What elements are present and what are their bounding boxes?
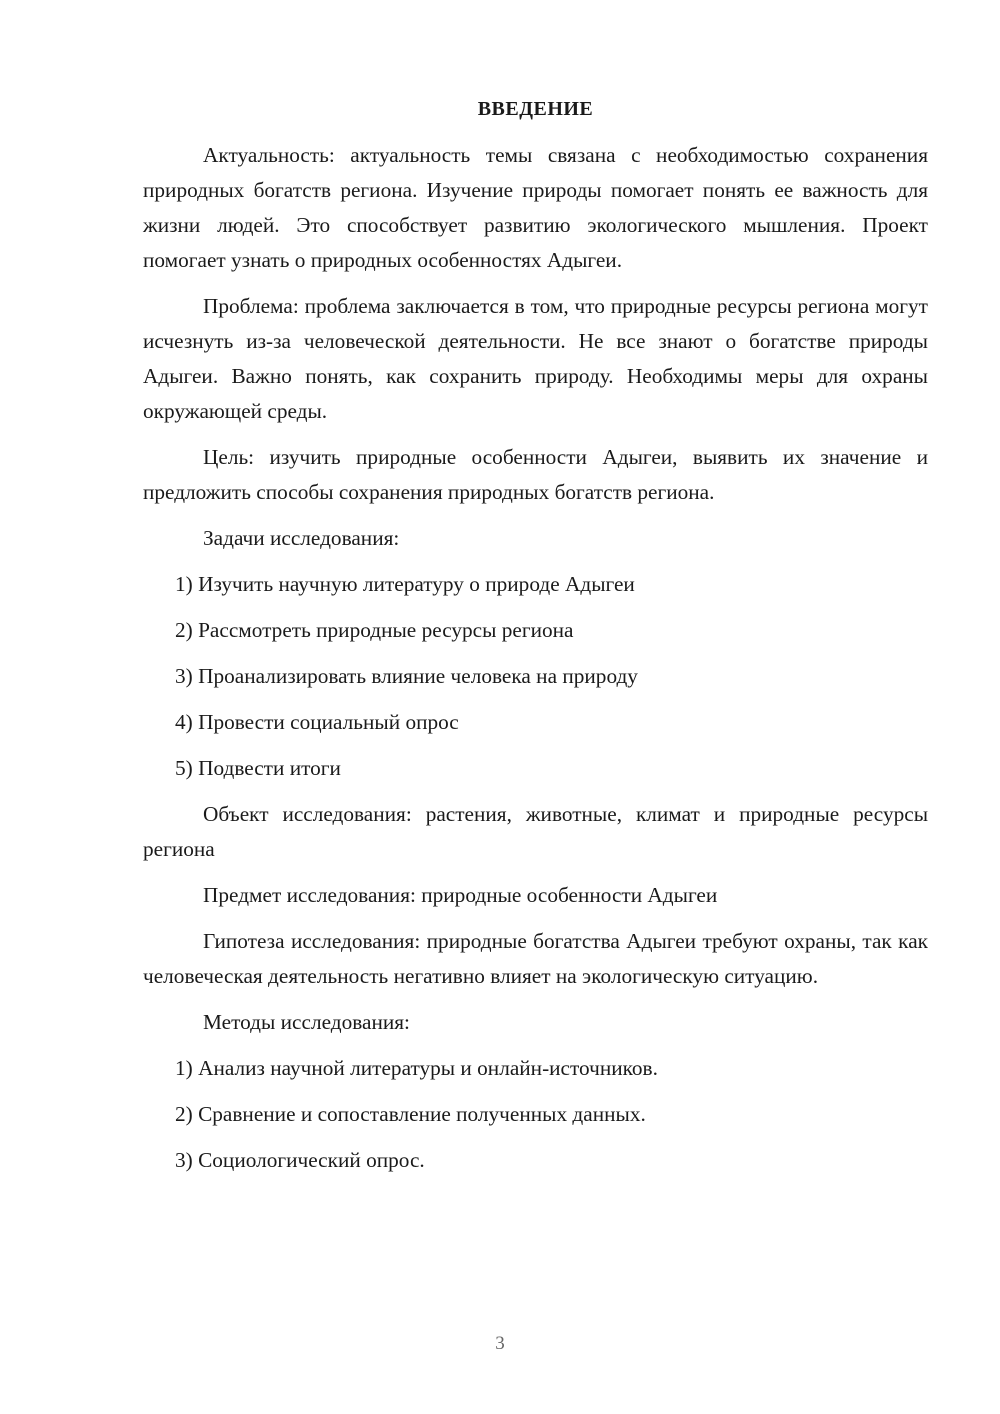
methods-heading: Методы исследования: bbox=[203, 1010, 410, 1034]
hypothesis-paragraph: Гипотеза исследования: природные богатства Адыгеи требуют охраны, так как человеческая деятельность негативно влияет на экологическую ситуацию. bbox=[143, 929, 928, 988]
document-page bbox=[143, 92, 928, 1189]
goal-paragraph: Цель: изучить природные особенности Адыгеи, выявить их значение и предложить способы сохранения природных богатств региона. bbox=[143, 445, 928, 504]
task-item: 1) Изучить научную литературу о природе Адыгеи bbox=[175, 572, 635, 596]
method-item: 2) Сравнение и сопоставление полученных данных. bbox=[175, 1102, 646, 1126]
problem-paragraph: Проблема: проблема заключается в том, что природные ресурсы региона могут исчезнуть из-за человеческой деятельности. Не все знают о богатстве природы Адыгеи. Важно понять, как сохранить природу. Необходимы меры для охраны окружающей среды. bbox=[143, 294, 928, 423]
task-item: 4) Провести социальный опрос bbox=[175, 710, 459, 734]
object-paragraph: Объект исследования: растения, животные, климат и природные ресурсы региона bbox=[143, 802, 928, 861]
document-title: ВВЕДЕНИЕ bbox=[477, 98, 594, 120]
method-item: 3) Социологический опрос. bbox=[175, 1148, 425, 1172]
methods-list bbox=[143, 1051, 928, 1178]
tasks-list bbox=[143, 567, 928, 786]
page-number: 3 bbox=[495, 1333, 505, 1354]
subject-paragraph: Предмет исследования: природные особенности Адыгеи bbox=[203, 883, 718, 907]
tasks-heading: Задачи исследования: bbox=[203, 526, 400, 550]
task-item: 2) Рассмотреть природные ресурсы региона bbox=[175, 618, 574, 642]
relevance-paragraph: Актуальность: актуальность темы связана с необходимостью сохранения природных богатств региона. Изучение природы помогает понять ее важность для жизни людей. Это способствует развитию экологического мышления. Проект помогает узнать о природных особенностях Адыгеи. bbox=[143, 143, 928, 272]
task-item: 5) Подвести итоги bbox=[175, 756, 341, 780]
task-item: 3) Проанализировать влияние человека на природу bbox=[175, 664, 638, 688]
method-item: 1) Анализ научной литературы и онлайн-источников. bbox=[175, 1056, 658, 1080]
